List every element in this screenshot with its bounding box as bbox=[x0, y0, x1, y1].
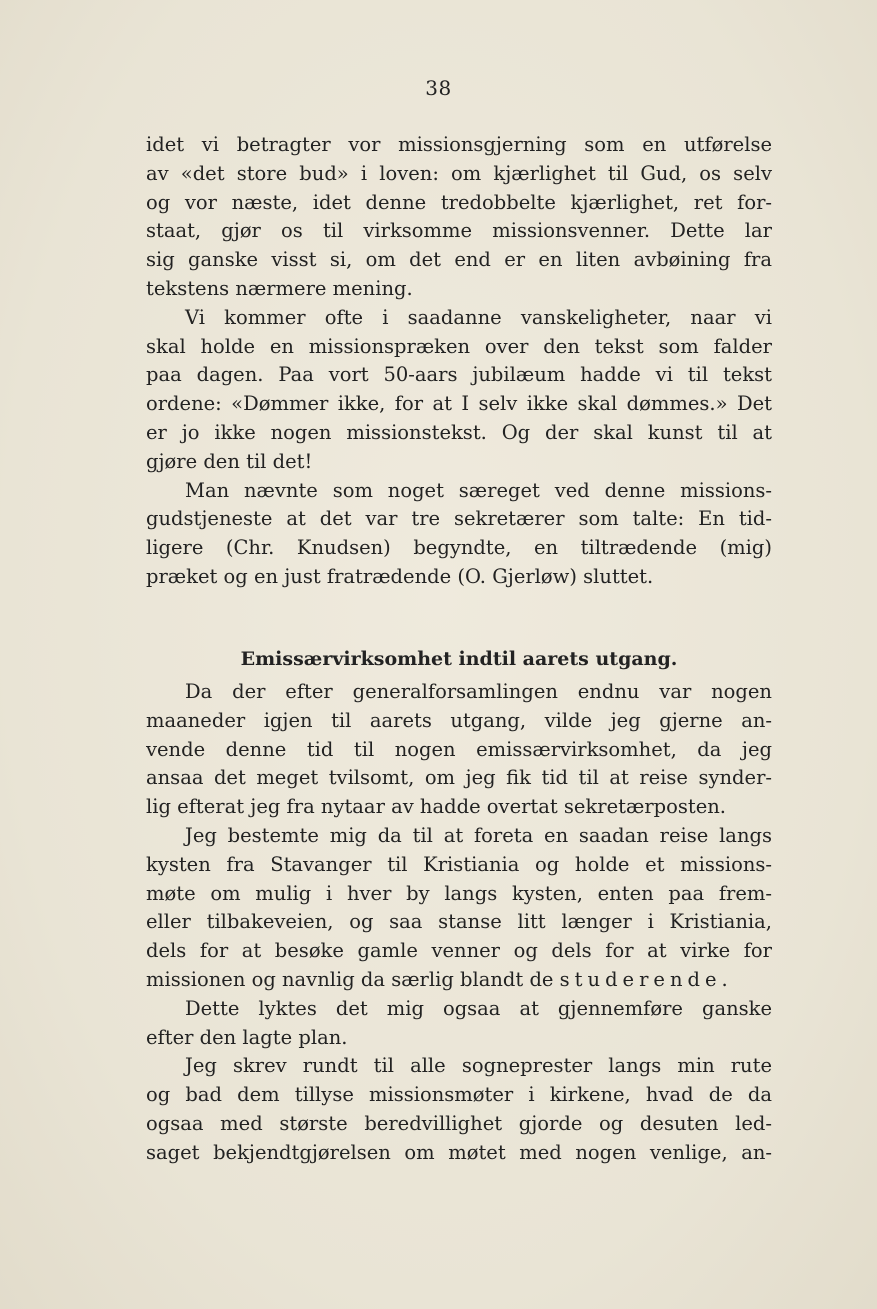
text-line: er jo ikke nogen missionstekst. Og der skal kunst til at bbox=[146, 420, 772, 444]
text-line: eller tilbakeveien, og saa stanse litt længer i Kristiania, bbox=[146, 910, 772, 934]
text-line: skal holde en missionspræken over den tekst som falder bbox=[146, 334, 772, 358]
text-line: tekstens nærmere mening. bbox=[146, 276, 413, 300]
text-line: møte om mulig i hver by langs kysten, enten paa frem- bbox=[146, 881, 772, 905]
text-line: missionen og navnlig da særlig blandt de studerende. bbox=[146, 967, 733, 991]
emphasized-word: studerende. bbox=[559, 967, 733, 991]
page-number: 38 bbox=[425, 76, 452, 100]
text-line: av «det store bud» i loven: om kjærlighet til Gud, os selv bbox=[146, 161, 772, 185]
text-line: lig efterat jeg fra nytaar av hadde overtat sekretærposten. bbox=[146, 795, 727, 819]
text-line: dels for at besøke gamle venner og dels for at virke for bbox=[146, 939, 772, 963]
text-line: Jeg skrev rundt til alle sogneprester langs min rute bbox=[185, 1054, 772, 1078]
text-line: Jeg bestemte mig da til at foreta en saadan reise langs bbox=[185, 823, 772, 847]
text-line: saget bekjendtgjørelsen om møtet med nogen venlige, an- bbox=[146, 1140, 772, 1164]
text-line: vende denne tid til nogen emissærvirksomhet, da jeg bbox=[146, 737, 772, 761]
text-line: Da der efter generalforsamlingen endnu var nogen bbox=[185, 680, 772, 703]
text-line: præket og en just fratrædende (O. Gjerløw) sluttet. bbox=[146, 564, 654, 588]
text-line: staat, gjør os til virksomme missionsvenner. Dette lar bbox=[146, 219, 772, 243]
section-heading: Emissærvirksomhet indtil aarets utgang. bbox=[240, 648, 678, 670]
text-line: kysten fra Stavanger til Kristiania og holde et missions- bbox=[146, 852, 772, 876]
body-text-top bbox=[146, 131, 772, 592]
text-line: og vor næste, idet denne tredobbelte kjærlighet, ret for- bbox=[146, 190, 772, 214]
body-text-bottom bbox=[146, 678, 772, 1168]
text-line: og bad dem tillyse missionsmøter i kirkene, hvad de da bbox=[146, 1083, 772, 1107]
text-line: sig ganske visst si, om det end er en liten avbøining fra bbox=[146, 248, 772, 272]
text-line: maaneder igjen til aarets utgang, vilde jeg gjerne an- bbox=[146, 708, 772, 732]
text-line: ogsaa med største beredvillighet gjorde og desuten led- bbox=[146, 1111, 772, 1135]
text-line: Vi kommer ofte i saadanne vanskeligheter, naar vi bbox=[185, 305, 772, 329]
text-line: Man nævnte som noget særeget ved denne missions- bbox=[185, 478, 772, 502]
text-line: gudstjeneste at det var tre sekretærer som talte: En tid- bbox=[146, 507, 772, 531]
text-line: paa dagen. Paa vort 50-aars jubilæum hadde vi til tekst bbox=[146, 363, 772, 387]
text-line: ligere (Chr. Knudsen) begyndte, en tiltrædende (mig) bbox=[146, 536, 772, 560]
text-line: gjøre den til det! bbox=[146, 449, 313, 473]
text-line: efter den lagte plan. bbox=[146, 1025, 348, 1049]
text-line: idet vi betragter vor missionsgjerning som en utførelse bbox=[146, 133, 772, 156]
text-line: Dette lyktes det mig ogsaa at gjennemføre ganske bbox=[185, 996, 772, 1020]
text-line: ordene: «Dømmer ikke, for at I selv ikke skal dømmes.» Det bbox=[146, 392, 772, 416]
text-line: ansaa det meget tvilsomt, om jeg fik tid til at reise synder- bbox=[146, 766, 772, 790]
